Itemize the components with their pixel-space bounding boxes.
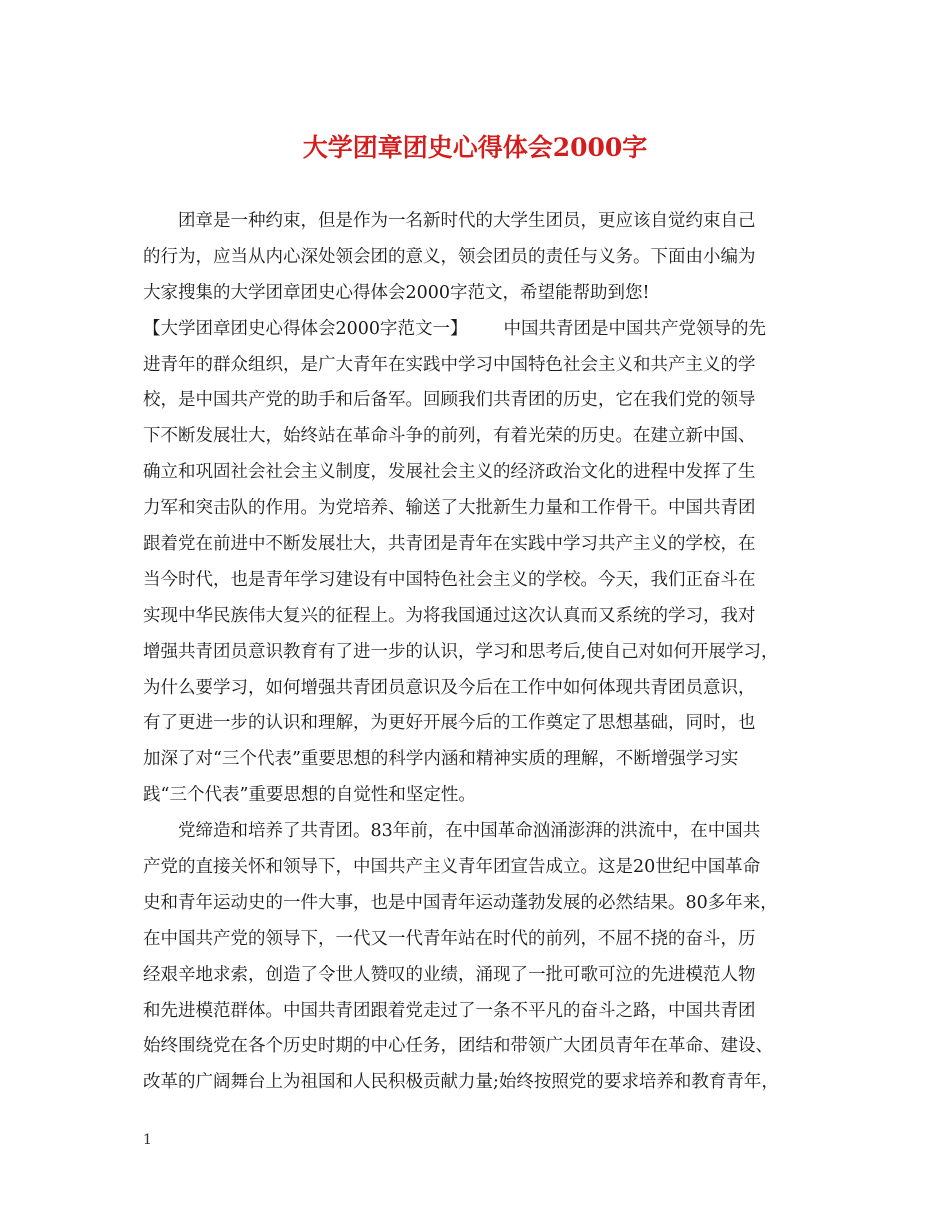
document-body xyxy=(143,204,823,1101)
paragraph-line: 在中国共产党的领导下，一代又一代青年站在时代的前列，不屈不挠的奋斗，历 xyxy=(143,928,756,949)
section-line: 下不断发展壮大，始终站在革命斗争的前列，有着光荣的历史。在建立新中国、 xyxy=(143,426,756,447)
section-line: 增强共青团员意识教育有了进一步的认识，学习和思考后,使自己对如何开展学习， xyxy=(143,641,779,662)
intro-line: 团章是一种约束，但是作为一名新时代的大学生团员，更应该自觉约束自己 xyxy=(178,211,756,231)
section-first-line: 中国共青团是中国共产党领导的先 xyxy=(503,318,767,339)
section-line: 加深了对“三个代表”重要思想的科学内涵和精神实质的理解，不断增强学习实 xyxy=(143,749,739,770)
section-line: 力军和突击队的作用。为党培养、输送了大批新生力量和工作骨干。中国共青团 xyxy=(143,498,756,519)
section-heading: 【大学团章团史心得体会2000字范文一】 xyxy=(143,318,468,339)
paragraph-line: 史和青年运动史的一件大事，也是中国青年运动蓬勃发展的必然结果。80多年来， xyxy=(143,892,778,913)
intro-line: 的行为，应当从内心深处领会团的意义，领会团员的责任与义务。下面由小编为 xyxy=(143,246,756,267)
paragraph-line: 经艰辛地求索，创造了令世人赞叹的业绩，涌现了一批可歌可泣的先进模范人物 xyxy=(143,964,756,985)
intro-line: 大家搜集的大学团章团史心得体会2000字范文，希望能帮助到您! xyxy=(143,282,650,303)
section-line: 确立和巩固社会社会主义制度，发展社会主义的经济政治文化的进程中发挥了生 xyxy=(143,462,756,483)
paragraph-line: 党缔造和培养了共青团。83年前，在中国革命汹涌澎湃的洪流中，在中国共 xyxy=(178,821,761,842)
section-line: 践“三个代表”重要思想的自觉性和坚定性。 xyxy=(143,785,476,806)
section-line: 跟着党在前进中不断发展壮大，共青团是青年在实践中学习共产主义的学校，在 xyxy=(143,534,756,555)
section-heading-line xyxy=(143,312,823,348)
document-title: 大学团章团史心得体会2000字 xyxy=(302,133,648,162)
section-line: 有了更进一步的认识和理解，为更好开展今后的工作奠定了思想基础，同时，也 xyxy=(143,713,756,734)
section-line: 实现中华民族伟大复兴的征程上。为将我国通过这次认真而又系统的学习，我对 xyxy=(143,605,756,626)
paragraph-line: 产党的直接关怀和领导下，中国共产主义青年团宣告成立。这是20世纪中国革命 xyxy=(143,857,761,878)
section-line: 为什么要学习，如何增强共青团员意识及今后在工作中如何体现共青团员意识， xyxy=(143,677,756,698)
paragraph-line: 和先进模范群体。中国共青团跟着党走过了一条不平凡的奋斗之路，中国共青团 xyxy=(143,1000,756,1021)
section-line: 进青年的群众组织，是广大青年在实践中学习中国特色社会主义和共产主义的学 xyxy=(143,354,756,375)
page-number: 1 xyxy=(143,1132,152,1148)
section-line: 校，是中国共产党的助手和后备军。回顾我们共青团的历史，它在我们党的领导 xyxy=(143,390,756,411)
section-line: 当今时代，也是青年学习建设有中国特色社会主义的学校。今天，我们正奋斗在 xyxy=(143,569,756,590)
paragraph-line: 改革的广阔舞台上为祖国和人民积极贡献力量;始终按照党的要求培养和教育青年， xyxy=(143,1072,779,1093)
paragraph-line: 始终围绕党在各个历史时期的中心任务，团结和带领广大团员青年在革命、建设、 xyxy=(143,1036,773,1057)
